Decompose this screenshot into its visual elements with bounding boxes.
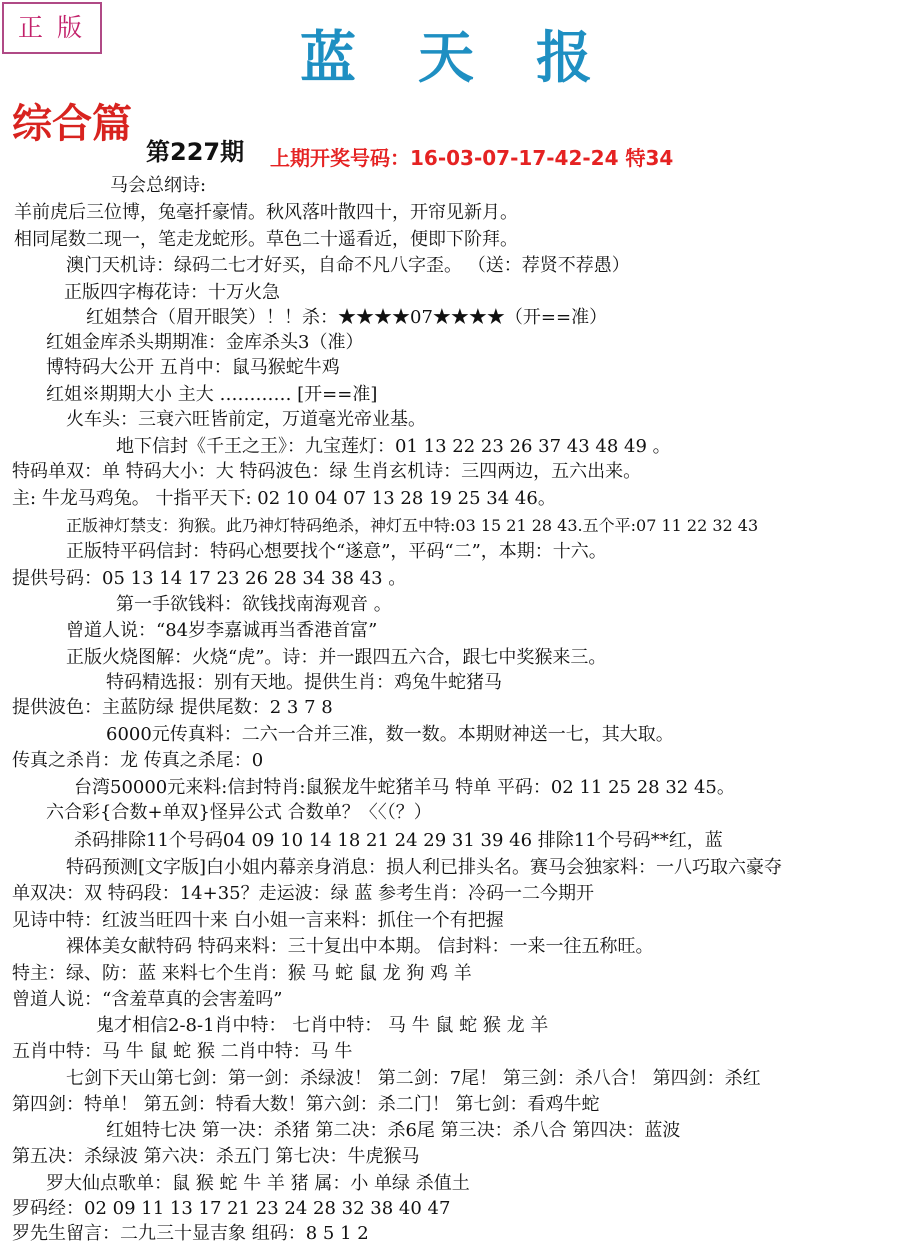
text-line: 火车头：三衰六旺皆前定，万道毫光帝业基。 (66, 409, 426, 430)
text-line: 正版特平码信封：特码心想要找个“遂意”，平码“二”，本期：十六。 (66, 541, 607, 562)
text-line: 裸体美女献特码 特码来料：三十复出中本期。 信封料：一来一往五称旺。 (66, 936, 654, 957)
text-line: 羊前虎后三位博，兔毫扦豪情。秋风落叶散四十，开帘见新月。 (14, 202, 518, 223)
text-line: 传真之杀肖：龙 传真之杀尾：0 (12, 750, 264, 771)
text-line: 红姐※期期大小 主大 ………… [开==准] (46, 384, 378, 405)
masthead-title: 蓝天报 (300, 25, 654, 91)
text-line: 七剑下天山第七剑：第一剑：杀绿波！ 第二剑：7尾！ 第三剑：杀八合！ 第四剑：杀红 (66, 1068, 761, 1089)
text-line: 6000元传真料：二六一合并三准，数一数。本期财神送一七，其大取。 (106, 724, 674, 745)
text-line: 罗先生留言：二九三十显吉象 组码：8 5 1 2 (12, 1223, 369, 1244)
text-line: 曾道人说：“84岁李嘉诚再当香港首富” (66, 620, 378, 641)
text-line: 罗大仙点歌单：鼠 猴 蛇 牛 羊 猪 属：小 单绿 杀值土 (46, 1173, 470, 1194)
text-line: 台湾50000元来料:信封特肖:鼠猴龙牛蛇猪羊马 特单 平码：02 11 25 28 32 45。 (74, 777, 735, 798)
text-line: 第四剑：特单！ 第五剑：特看大数！第六剑：杀二门！ 第七剑：看鸡牛蛇 (12, 1094, 600, 1115)
text-line: 特主：绿、防：蓝 来料七个生肖：猴 马 蛇 鼠 龙 狗 鸡 羊 (12, 963, 472, 984)
text-line: 特码单双：单 特码大小：大 特码波色：绿 生肖玄机诗：三四两边，五六出来。 (12, 461, 642, 482)
text-line: 特码精选报：别有天地。提供生肖：鸡兔牛蛇猪马 (106, 672, 502, 693)
text-line: 鬼才相信2-8-1肖中特： 七肖中特： 马 牛 鼠 蛇 猴 龙 羊 (96, 1015, 549, 1036)
text-line: 五肖中特：马 牛 鼠 蛇 猴 二肖中特：马 牛 (12, 1041, 353, 1062)
text-line: 正版神灯禁支：狗猴。此乃神灯特码绝杀，神灯五中特:03 15 21 28 43.五个平:07 11 22 32 43 (66, 516, 759, 535)
text-line: 杀码排除11个号码04 09 10 14 18 21 24 29 31 39 46 排除11个号码**红，蓝 (74, 830, 723, 851)
last-draw-numbers: 上期开奖号码：16-03-07-17-42-24 特34 (270, 146, 674, 170)
text-line: 澳门天机诗：绿码二七才好买，自命不凡八字歪。 （送：荐贤不荐愚） (66, 255, 630, 276)
text-line: 红姐金库杀头期期准：金库杀头3（准） (46, 332, 364, 353)
text-line: 主: 牛龙马鸡兔。 十指平天下: 02 10 04 07 13 28 19 25 34 46。 (12, 488, 556, 509)
text-line: 红姐禁合（眉开眼笑）！！杀：★★★★07★★★★（开==准） (86, 307, 608, 328)
text-line: 特码预测[文字版]白小姐内幕亲身消息：损人利已排头名。赛马会独家料：一八巧取六豪夺 (66, 857, 783, 878)
text-line: 罗码经：02 09 11 13 17 21 23 24 28 32 38 40 47 (12, 1198, 451, 1219)
issue-number: 第227期 (146, 138, 245, 166)
text-line: 见诗中特：红波当旺四十来 白小姐一言来料：抓住一个有把握 (12, 910, 504, 931)
text-line: 博特码大公开 五肖中：鼠马猴蛇牛鸡 (46, 357, 340, 378)
text-line: 六合彩{合数+单双}怪异公式 合数单？〈〈（？） (46, 802, 432, 823)
text-line: 马会总纲诗: (110, 175, 207, 196)
text-line: 提供号码：05 13 14 17 23 26 28 34 38 43 。 (12, 568, 407, 589)
text-line: 地下信封《千王之王》：九宝莲灯：01 13 22 23 26 37 43 48 49 。 (116, 436, 671, 457)
text-line: 正版四字梅花诗：十万火急 (64, 282, 280, 303)
text-line: 相同尾数二现一，笔走龙蛇形。草色二十遥看近，便即下阶拜。 (14, 229, 518, 250)
section-title: 综合篇 (12, 100, 132, 147)
authentic-badge: 正版 (2, 2, 102, 54)
text-line: 提供波色：主蓝防绿 提供尾数：2 3 7 8 (12, 697, 333, 718)
text-line: 曾道人说：“含羞草真的会害羞吗” (12, 989, 283, 1010)
text-line: 红姐特七决 第一决：杀猪 第二决：杀6尾 第三决：杀八合 第四决：蓝波 (106, 1120, 681, 1141)
text-line: 单双决：双 特码段：14+35？走运波：绿 蓝 参考生肖：冷码一二今期开 (12, 883, 595, 904)
text-line: 正版火烧图解：火烧“虎”。诗：并一跟四五六合，跟七中奖猴来三。 (66, 647, 607, 668)
text-line: 第一手欲钱料：欲钱找南海观音 。 (116, 594, 392, 615)
text-line: 第五决：杀绿波 第六决：杀五门 第七决：牛虎猴马 (12, 1146, 420, 1167)
